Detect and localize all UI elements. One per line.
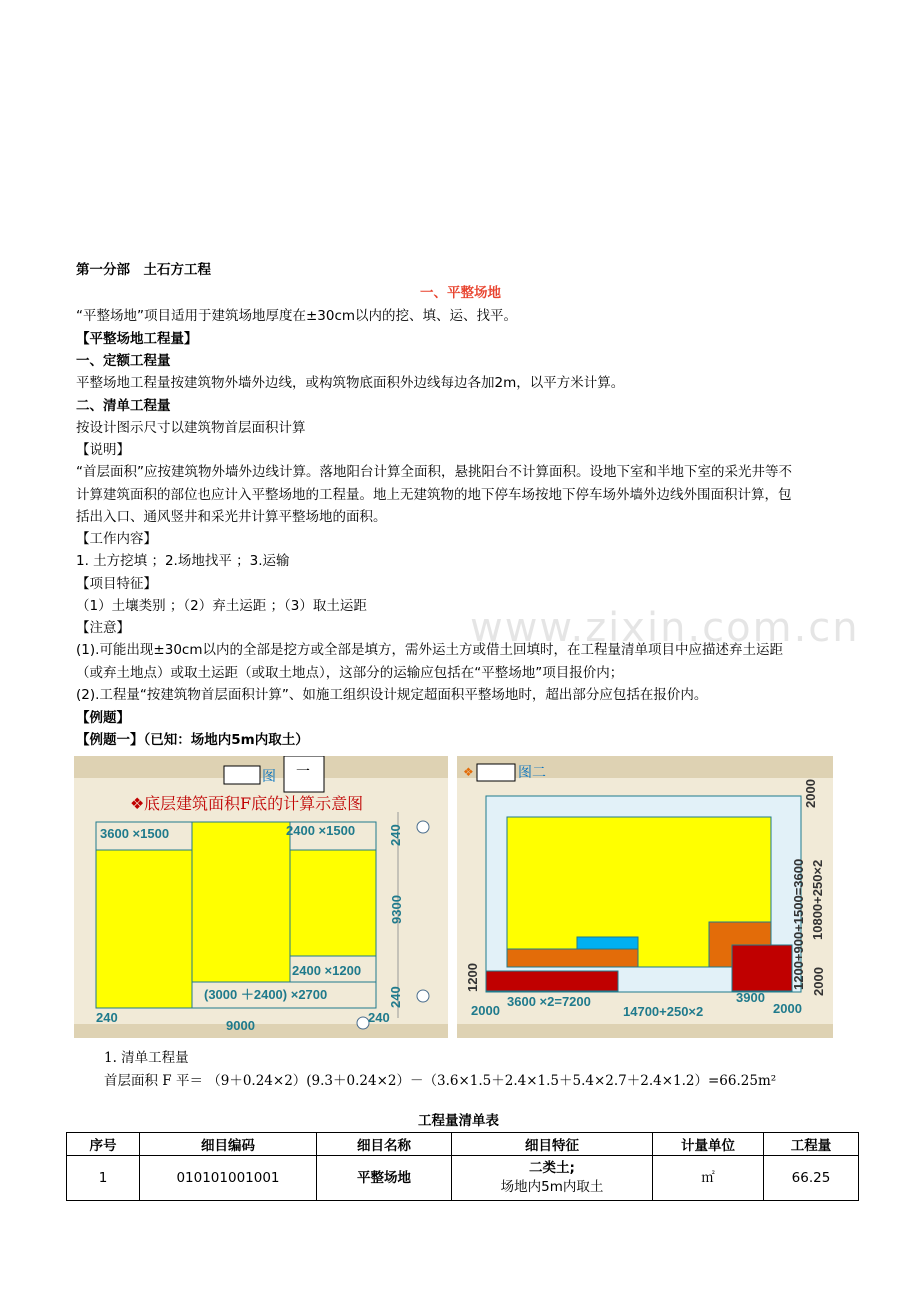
notice-line: (1).可能出现±30cm以内的全部是挖方或全部是填方，需外运土方或借土回填时，在工程量清单项目中应描述弃土运距 xyxy=(76,642,783,658)
explain-line: “首层面积”应按建筑物外墙外边线计算。落地阳台计算全面积，悬挑阳台不计算面积。设地下室和半地下室的采光井等不 xyxy=(76,464,792,480)
dim-label-h2: 9300 xyxy=(389,895,404,924)
header-cell: 细目特征 xyxy=(452,1133,653,1156)
dim-label-top: 2000 xyxy=(803,779,818,808)
middle-block xyxy=(192,822,290,982)
dim-label-bot1: 3600 ×2=7200 xyxy=(507,994,591,1009)
figure-two-tab-box xyxy=(477,764,515,781)
feature-line: 场地内5m内取土 xyxy=(500,1179,604,1195)
header-cell: 序号 xyxy=(67,1133,140,1156)
figure-one-tab-label: 图 xyxy=(262,768,276,784)
feature-heading: 【项目特征】 xyxy=(76,576,157,592)
figure-one-top-border xyxy=(74,756,448,778)
dim-label-bot2: 3900 xyxy=(736,990,765,1005)
diamond-bullet-icon: ❖ xyxy=(463,765,474,779)
dim-label-d: (3000 ＋2400) ×2700 xyxy=(204,987,328,1002)
dim-label-w2: 9000 xyxy=(226,1018,255,1033)
blue-extension xyxy=(577,937,638,949)
list-text: 按设计图示尺寸以建筑物首层面积计算 xyxy=(76,420,306,436)
explain-line: 计算建筑面积的部位也应计入平整场地的工程量。地上无建筑物的地下停车场按地下停车场外墙外边线外围面积计算，包 xyxy=(76,487,792,503)
red-balcony-right xyxy=(732,945,792,991)
quota-heading: 一、定额工程量 xyxy=(76,353,171,369)
work-heading: 【工作内容】 xyxy=(76,531,157,547)
figure-one-tab-box xyxy=(224,766,260,784)
dim-label-right3: 2000 xyxy=(811,967,826,996)
dim-label-h3: 240 xyxy=(388,986,403,1008)
table-caption: 工程量清单表 xyxy=(418,1113,499,1129)
figure-one-tab-number: 一 xyxy=(296,763,310,779)
left-block xyxy=(96,850,192,1008)
header-cell: 细目名称 xyxy=(317,1133,452,1156)
figure-one-title: 底层建筑面积F底的计算示意图 xyxy=(144,794,364,813)
feature-line: 二类土; xyxy=(529,1160,575,1176)
dim-label-a: 3600 ×1500 xyxy=(100,826,170,841)
calc-formula: 首层面积 F 平＝ （9＋0.24×2）(9.3＋0.24×2）－（3.6×1.5＋2.4×1.5＋5.4×2.7＋2.4×1.2）=66.25m² xyxy=(104,1073,777,1089)
orange-extension-left xyxy=(507,949,638,967)
dim-label-bot5: 2000 xyxy=(773,1001,802,1016)
dim-label-bot4: 14700+250×2 xyxy=(623,1004,704,1019)
figure-one xyxy=(74,756,448,1038)
section-title: 一、平整场地 xyxy=(420,285,501,301)
quota-text: 平整场地工程量按建筑物外墙外边线，或构筑物底面积外边线每边各加2m，以平方米计算。 xyxy=(76,375,625,391)
table-header-row xyxy=(67,1133,859,1156)
dim-label-bot3: 2000 xyxy=(471,1003,500,1018)
example-heading: 【例题】 xyxy=(76,710,130,726)
calc-heading: 1. 清单工程量 xyxy=(104,1050,189,1066)
watermark: www.zixin.com.cn xyxy=(470,605,860,651)
part-title: 第一分部 土石方工程 xyxy=(76,262,211,278)
feature-text: （1）土壤类别 ；（2）弃土运距 ；（3）取土运距 xyxy=(76,598,367,614)
figure-two xyxy=(457,756,833,1038)
intro-paragraph: “平整场地”项目适用于建筑场地厚度在±30cm以内的挖、填、运、找平。 xyxy=(76,308,518,324)
explain-line: 括出入口、通风竖井和采光井计算平整场地的面积。 xyxy=(76,509,387,525)
dim-label-b: 2400 ×1500 xyxy=(286,823,356,838)
cell-feature xyxy=(452,1156,653,1201)
header-cell: 工程量 xyxy=(764,1133,859,1156)
work-text: 1. 土方挖填 ；2.场地找平 ；3.运输 xyxy=(76,553,290,569)
dim-label-w1: 240 xyxy=(96,1010,118,1025)
cell-unit: ㎡ xyxy=(653,1156,764,1201)
red-balcony-left xyxy=(486,971,618,991)
notice-line: （或弃土地点）或取土运距（或取土地点），这部分的运输应包括在“平整场地”项目报价内； xyxy=(76,665,624,681)
notice-line: (2).工程量“按建筑物首层面积计算”、如施工组织设计规定超面积平整场地时，超出部分应包括在报价内。 xyxy=(76,687,708,703)
explain-heading: 【说明】 xyxy=(76,442,130,458)
cell-qty: 66.25 xyxy=(764,1156,859,1201)
dim-label-h1: 240 xyxy=(388,824,403,846)
figure-one-bottom-border xyxy=(74,1024,448,1038)
header-cell: 细目编码 xyxy=(140,1133,317,1156)
right-block xyxy=(290,850,376,956)
dimension-marker xyxy=(417,990,429,1002)
dim-label-right2: 10800+250×2 xyxy=(810,859,825,940)
figure-two-tab-label: 图二 xyxy=(518,764,546,780)
list-heading: 二、清单工程量 xyxy=(76,398,171,414)
example1-heading: 【例题一】（已知：场地内5m内取土） xyxy=(76,732,309,748)
dimension-marker xyxy=(417,821,429,833)
quantity-table xyxy=(66,1132,859,1201)
notice-heading: 【注意】 xyxy=(76,620,130,636)
dim-label-left: 1200 xyxy=(465,963,480,992)
quantity-heading: 【平整场地工程量】 xyxy=(76,331,198,347)
dim-label-w3: 240 xyxy=(368,1010,390,1025)
dim-label-right1: 1200+900+1500=3600 xyxy=(791,858,806,990)
cell-name: 平整场地 xyxy=(317,1156,452,1201)
cell-code: 010101001001 xyxy=(140,1156,317,1201)
figure-two-bottom-border xyxy=(457,1024,833,1038)
table-row xyxy=(67,1156,859,1201)
dim-label-c: 2400 ×1200 xyxy=(292,963,362,978)
cell-no: 1 xyxy=(67,1156,140,1201)
header-cell: 计量单位 xyxy=(653,1133,764,1156)
diamond-bullet-icon: ❖ xyxy=(130,796,145,813)
